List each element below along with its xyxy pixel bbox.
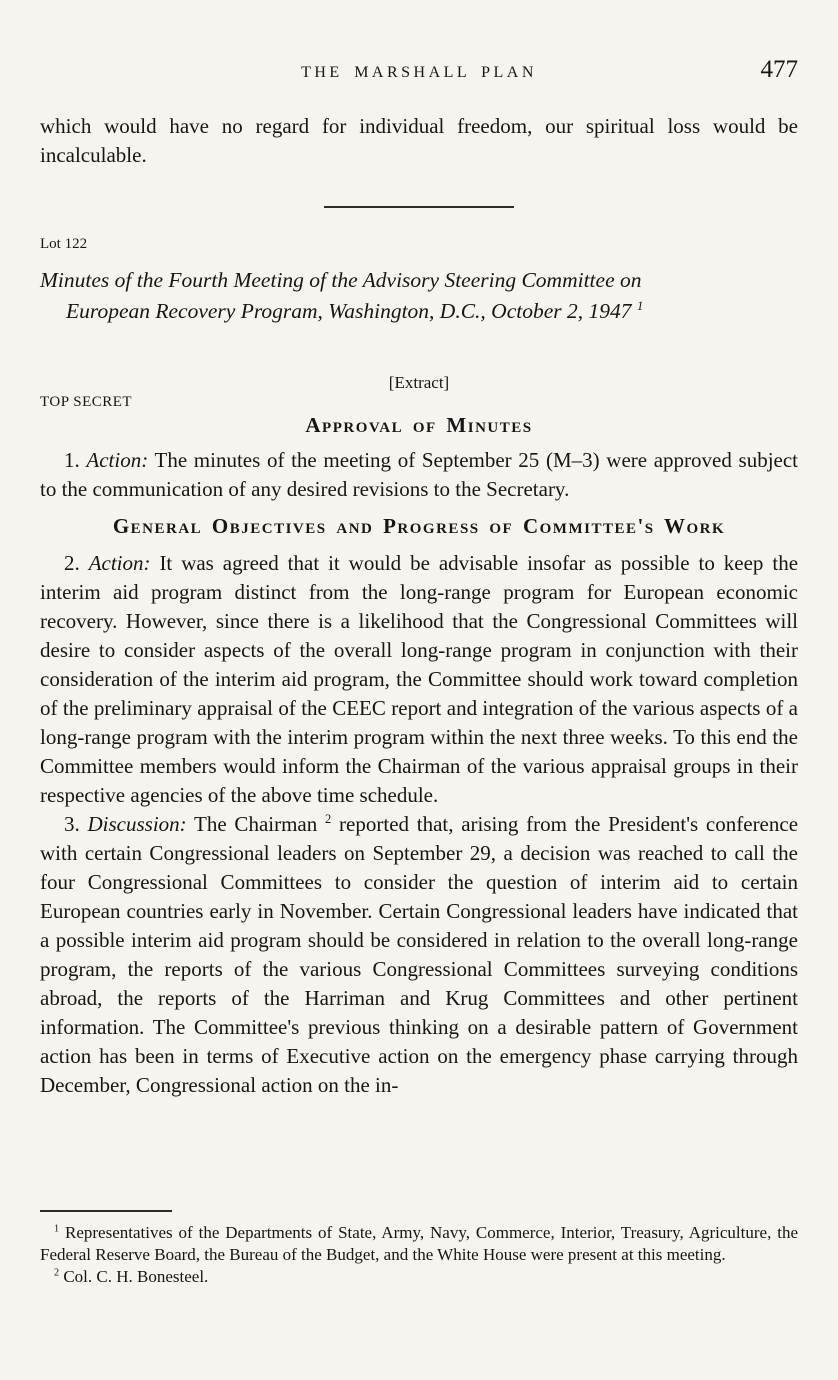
paragraph-1-lead: Action:: [86, 448, 149, 472]
document-title: [40, 265, 798, 327]
classification-label: TOP SECRET: [40, 394, 133, 410]
paragraph-3-text-before-ref: The Chairman: [194, 812, 318, 836]
continuation-paragraph: which would have no regard for individual freedom, our spiritual loss would be incalculable.: [40, 114, 798, 167]
document-title-line-2: [40, 296, 798, 327]
running-head: [40, 56, 798, 84]
document-title-line-1: Minutes of the Fourth Meeting of the Advisory Steering Committee on: [40, 268, 642, 292]
footnotes-block: [40, 1210, 798, 1288]
section-heading-general-objectives: General Objectives and Progress of Committee's Work: [112, 514, 726, 538]
title-footnote-ref: 1: [636, 298, 644, 313]
footnote-1: [40, 1222, 798, 1266]
paragraph-2-text: It was agreed that it would be advisable insofar as possible to keep the interim aid program distinct from the long-range program for European economic recovery. However, since there is a likelihood that the Congressional Committees will desire to consider aspects of the overall long-range program in conjunction with their consideration of the interim aid program, the Committee should work toward completion of the preliminary appraisal of the CEEC report and integration of the various aspects of a long-range program with the interim program within the next three weeks. To this end the Committee members would inform the Chairman of the various appraisal groups in their respective agencies of the above time schedule.: [40, 551, 799, 807]
paragraph-1-number: 1.: [64, 448, 80, 472]
footnote-2-ref: 2: [54, 1267, 60, 1279]
paragraph-3-text-after-ref: reported that, arising from the President's conference with certain Congressional leaders on September 29, a decision was reached to call the four Congressional Committees to consider the question of interim aid to certain European countries early in November. Certain Congressional leaders have indicated that a possible interim aid program should be considered in relation to the overall long-range program, the reports of the various Congressional Committees surveying conditions abroad, the reports of the Harriman and Krug Committees and other pertinent information. The Committee's previous thinking on a desirable pattern of Government action has been in terms of Executive action on the emergency phase carrying through December, Congressional action on the in-: [40, 812, 799, 1097]
paragraph-3: [40, 810, 798, 1100]
running-title: THE MARSHALL PLAN: [301, 64, 537, 81]
page-number: 477: [760, 56, 798, 83]
paragraph-3-number: 3.: [64, 812, 80, 836]
paragraph-3-lead: Discussion:: [87, 812, 187, 836]
section-divider-rule: [324, 206, 514, 208]
lot-label: Lot 122: [40, 236, 88, 252]
paragraph-2-number: 2.: [64, 551, 80, 575]
chairman-footnote-ref: 2: [325, 812, 332, 826]
paragraph-1: [40, 446, 798, 504]
footnote-2: [40, 1266, 798, 1288]
document-title-line-2-text: European Recovery Program, Washington, D.C., October 2, 1947: [66, 299, 632, 323]
footnote-rule: [40, 1210, 172, 1212]
footnote-2-text: Col. C. H. Bonesteel.: [63, 1267, 209, 1286]
paragraph-2-lead: Action:: [88, 551, 151, 575]
footnote-1-ref: 1: [54, 1223, 60, 1235]
footnote-1-text: Representatives of the Departments of State, Army, Navy, Commerce, Interior, Treasury, Agriculture, the Federal Reserve Board, the Bureau of the Budget, and the White House were present at this meeting.: [40, 1223, 798, 1264]
paragraph-1-text: The minutes of the meeting of September 25 (M–3) were approved subject to the communication of any desired revisions to the Secretary.: [40, 448, 799, 501]
section-heading-approval-of-minutes: Approval of Minutes: [305, 413, 533, 437]
paragraph-2: [40, 549, 798, 810]
extract-label: [Extract]: [388, 373, 450, 392]
